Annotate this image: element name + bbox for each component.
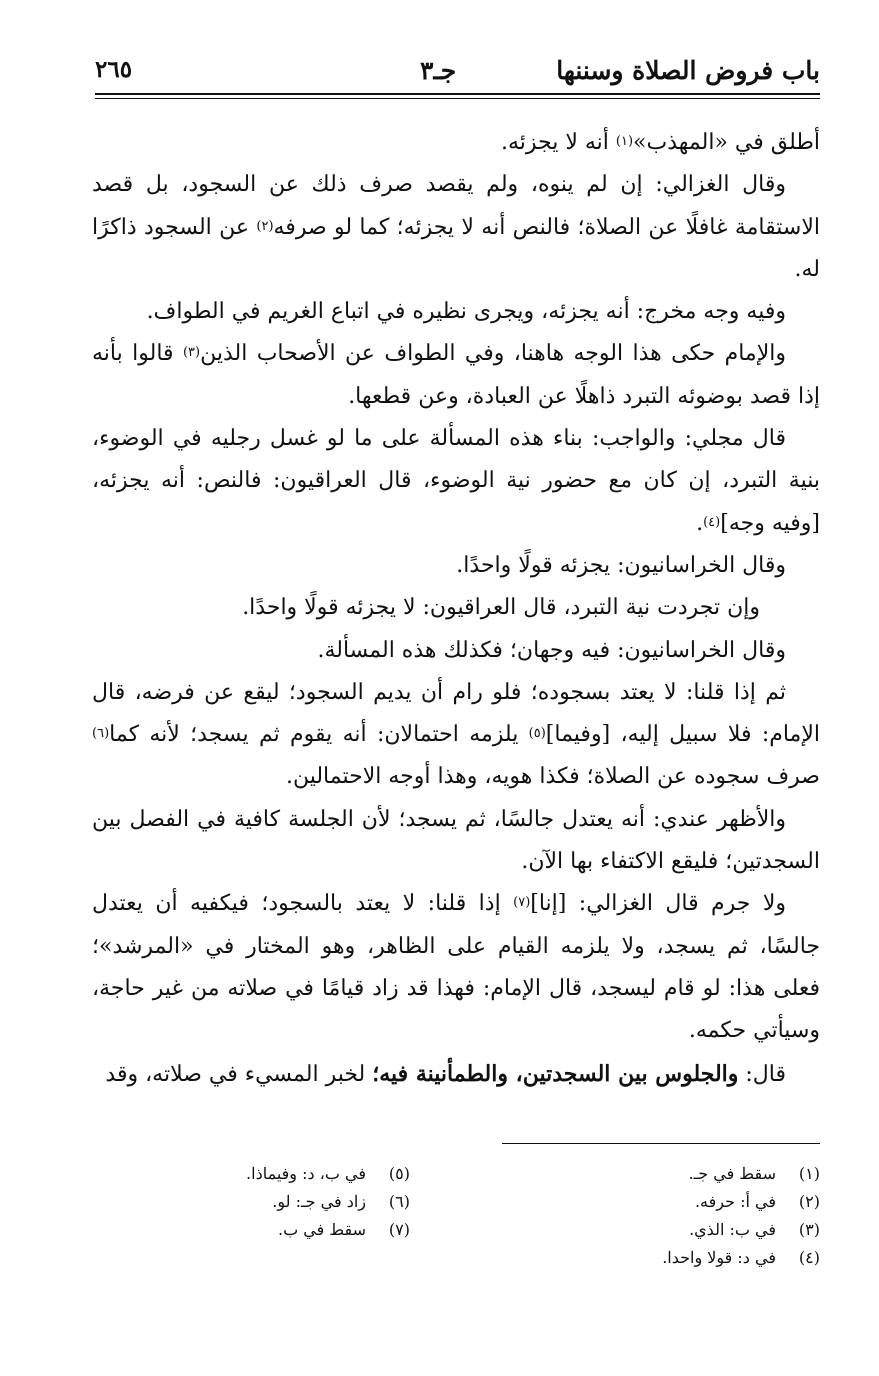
footnote-item: (٢)في أ: حرفه. [694, 1192, 820, 1211]
paragraph: وقال الخراسانيون: يجزئه قولًا واحدًا. [456, 552, 786, 578]
footnote-ref: (٢) [256, 218, 274, 234]
paragraph: والإمام حكى هذا الوجه هاهنا، وفي الطواف عن الأصحاب الذين$^{(٣)}$ قالوا بأنه إذا قصد بوضوئه التبرد ذاهلًا عن العبادة، وعن قطعها. [92, 341, 820, 409]
footnote-item: (٦)زاد في جـ: لو. [272, 1192, 410, 1211]
footnote-ref: (٥) [528, 726, 546, 742]
footnote-item: (٥)في ب، د: وفيماذا. [246, 1164, 410, 1183]
footnote-column-right [500, 1160, 820, 1272]
matn-bold: والجلوس بين السجدتين، والطمأنينة فيه؛ [372, 1060, 739, 1087]
volume-label: جـ٣ [420, 56, 457, 85]
main-text [92, 122, 820, 1096]
footnote-ref: (١) [615, 134, 634, 149]
footnote-ref: (٧) [513, 895, 531, 911]
footnote-ref: (٤) [703, 514, 721, 530]
paragraph: قال: والجلوس بين السجدتين، والطمأنينة فيه؛ لخبر المسيء في صلاته، وقد [105, 1060, 786, 1087]
paragraph: أطلق في «المهذب»$^{(١)}$ أنه لا يجزئه. [500, 130, 820, 155]
paragraph: وقال الغزالي: إن لم ينوه، ولم يقصد صرف ذلك عن السجود، بل قصد الاستقامة غافلًا عن الصلاة؛ فالنص أنه لا يجزئه؛ كما لو صرفه$^{(٢)}$ عن السجود ذاكرًا له. [92, 172, 820, 282]
footnote-ref: (٦) [92, 726, 110, 742]
footnote-item: (١)سقط في جـ. [688, 1164, 820, 1183]
paragraph: ثم إذا قلنا: لا يعتد بسجوده؛ فلو رام أن يديم السجود؛ ليقع عن فرضه، قال الإمام: فلا سبيل إليه، [وفيما]$^{(٥)}$ يلزمه احتمالان: أنه يقوم ثم يسجد؛ لأنه كما$^{(٦)}$ صرف سجوده عن الصلاة؛ فكذا هويه، وهذا أوجه الاحتمالين. [92, 679, 820, 790]
chapter-title: باب فروض الصلاة وسننها [556, 56, 820, 85]
footnote-separator [502, 1143, 820, 1144]
running-header [95, 52, 820, 94]
footnote-ref: (٣) [182, 345, 201, 361]
header-rule-thin [95, 98, 820, 99]
paragraph: وإن تجردت نية التبرد، قال العراقيون: لا يجزئه قولًا واحدًا. [242, 595, 760, 621]
paragraph: قال مجلي: والواجب: بناء هذه المسألة على ما لو غسل رجليه في الوضوء، بنية التبرد، إن كان مع حضور نية الوضوء، قال العراقيون: فالنص: أنه يجزئه، [وفيه وجه]$^{(٤)}$. [92, 426, 820, 536]
footnote-column-left [90, 1160, 410, 1244]
paragraph: ولا جرم قال الغزالي: [إنا]$^{(٧)}$ إذا قلنا: لا يعتد بالسجود؛ فيكفيه أن يعتدل جالسًا، ثم يسجد، ولا يلزمه القيام على الظاهر، وهو المختار في «المرشد»؛ فعلى هذا: لو قام ليسجد، قال الإمام: فهذا قد زاد قيامًا في صلاته من غير حاجة، وسيأتي حكمه. [92, 891, 820, 1044]
paragraph: وفيه وجه مخرج: أنه يجزئه، ويجرى نظيره في اتباع الغريم في الطواف. [146, 299, 786, 325]
header-rule-thick [95, 93, 820, 95]
paragraph: وقال الخراسانيون: فيه وجهان؛ فكذلك هذه المسألة. [317, 637, 786, 663]
paragraph: والأظهر عندي: أنه يعتدل جالسًا، ثم يسجد؛ لأن الجلسة كافية في الفصل بين السجدتين؛ فليقع الاكتفاء بها الآن. [92, 806, 820, 875]
footnote-item: (٤)في د: قولا واحدا. [662, 1248, 820, 1267]
page-number: ٢٦٥ [95, 56, 133, 83]
footnote-item: (٧)سقط في ب. [278, 1220, 410, 1239]
footnote-item: (٣)في ب: الذي. [689, 1220, 820, 1239]
